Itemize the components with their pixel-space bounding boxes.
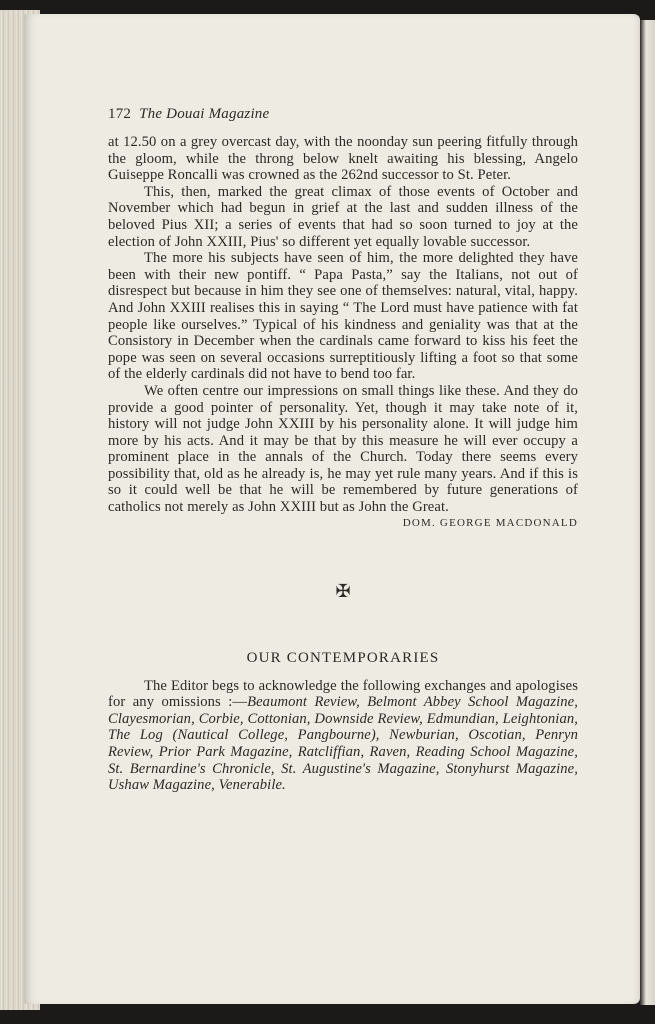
article-paragraph-2: This, then, marked the great climax of those events of October and November which had begun in grief at the last and sudden illness of the beloved Pius XII; a series of events that had so soon turned to joy at the election of John XXIII, Pius' so different yet equally lovable successor.	[108, 183, 578, 250]
contemporaries-paragraph	[108, 678, 578, 794]
journal-title: The Douai Magazine	[139, 106, 270, 122]
author-signature: DOM. GEORGE MACDONALD	[402, 516, 578, 529]
article-paragraph-3: The more his subjects have seen of him, the more delighted they have been with their new pontiff. “ Papa Pasta,” say the Italians, not out of disrespect but because in him they see one of themselves: natural, vital, happy. And John XXIII realises this in saying “ The Lord must have patience with fat people like ourselves.” Typical of his kindness and geniality was that at the Consistory in December when the cardinals came forward to kiss his feet the pope was seen on several occasions surreptitiously lifting a foot so that some of the elderly cardinals did not have to bend too far.	[108, 250, 578, 383]
contemporaries-list: Beaumont Review, Belmont Abbey School Magazine, Clayesmorian, Corbie, Cottonian, Downside Review, Edmundian, Leightonian, The Log (Nautical College, Pangbourne), Newburian, Oscotian, Penryn Review, Prior Park Magazine, Ratcliffian, Raven, Reading School Magazine, St. Bernardine's Chronicle, St. Augustine's Magazine, Stonyhurst Magazine, Ushaw Magazine, Venerabile.	[108, 694, 578, 794]
contemporaries-intro: The Editor begs to acknowledge the following exchanges and apologises for any omissions :—	[108, 677, 578, 711]
section-title: OUR CONTEMPORARIES	[246, 649, 440, 666]
page-number: 172	[108, 106, 132, 122]
cross-ornament-icon: ✠	[335, 580, 351, 601]
running-head	[108, 104, 578, 124]
book-right-edge	[640, 20, 655, 1005]
page-content	[108, 104, 578, 794]
article-paragraph-1: at 12.50 on a grey overcast day, with the noonday sun peering fitfully through the gloom, while the throng below knelt awaiting his blessing, Angelo Guiseppe Roncalli was crowned as the 262nd successor to St. Peter.	[108, 134, 578, 184]
article-paragraph-4: We often centre our impressions on small things like these. And they do provide a good pointer of personality. Yet, though it may take note of it, history will not judge John XXIII by his personality alone. It will judge him more by his acts. And it may be that by this measure he will ever occupy a prominent place in the annals of the Church. Today there seems every possibility that, old as he already is, he may yet rule many years. And if this is so it could well be that he will be remembered by future generations of catholics not merely as John XXIII but as John the Great.	[108, 382, 578, 516]
